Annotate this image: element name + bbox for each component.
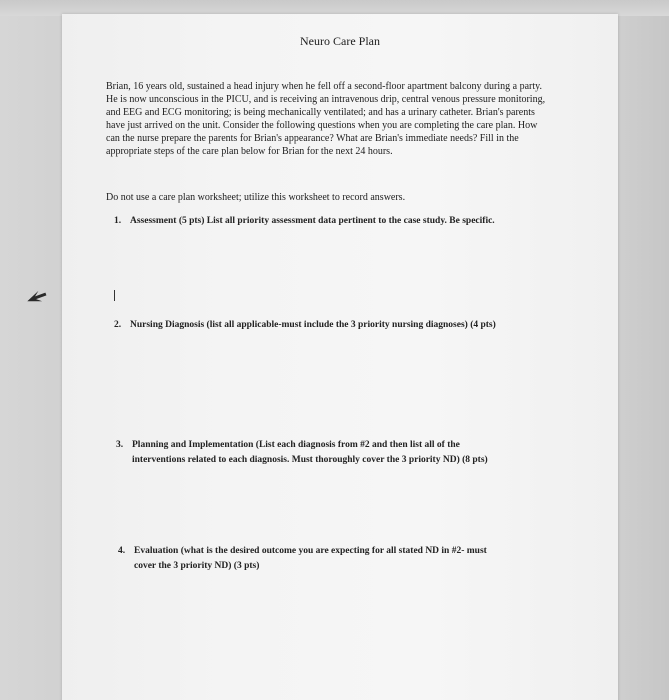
question-number: 3. bbox=[116, 440, 124, 450]
question-text: Nursing Diagnosis (list all applicable-must include the 3 priority nursing diagnoses) (4 pts) bbox=[130, 320, 496, 330]
question-number: 4. bbox=[118, 546, 126, 556]
question-nursing-diagnosis bbox=[114, 318, 496, 333]
text-cursor bbox=[114, 290, 115, 301]
page-title: Neuro Care Plan bbox=[300, 34, 380, 48]
case-study-text: Brian, 16 years old, sustained a head injury when he fell off a second-floor apartment balcony during a party. He is now unconscious in the PICU, and is receiving an intravenous drip, central venous pressure monitoring, and EEG and ECG monitoring; is being mechanically ventilated; and has a urinary catheter. Brian's parents have just arrived on the unit. Consider the following questions when you are completing the care plan. How can the nurse prepare the parents for Brian's appearance? What are Brian's immediate needs? Fill in the appropriate steps of the care plan below for Brian for the next 24 hours. bbox=[106, 81, 546, 157]
question-text-line-2: interventions related to each diagnosis. Must thoroughly cover the 3 priority ND) (8 pts) bbox=[132, 455, 488, 465]
question-planning bbox=[116, 438, 488, 468]
mouse-pointer-icon bbox=[24, 284, 52, 304]
question-text: Assessment (5 pts) List all priority assessment data pertinent to the case study. Be specific. bbox=[130, 216, 495, 226]
instruction-note: Do not use a care plan worksheet; utilize this worksheet to record answers. bbox=[106, 192, 406, 203]
question-evaluation bbox=[118, 544, 487, 574]
question-assessment bbox=[114, 214, 495, 229]
question-text-line-1: Planning and Implementation (List each diagnosis from #2 and then list all of the bbox=[132, 440, 460, 450]
question-number: 2. bbox=[114, 320, 122, 330]
question-text-line-1: Evaluation (what is the desired outcome you are expecting for all stated ND in #2- must bbox=[134, 546, 487, 556]
question-text-line-2: cover the 3 priority ND) (3 pts) bbox=[134, 561, 260, 571]
question-number: 1. bbox=[114, 216, 122, 226]
worksheet-page bbox=[62, 14, 618, 700]
